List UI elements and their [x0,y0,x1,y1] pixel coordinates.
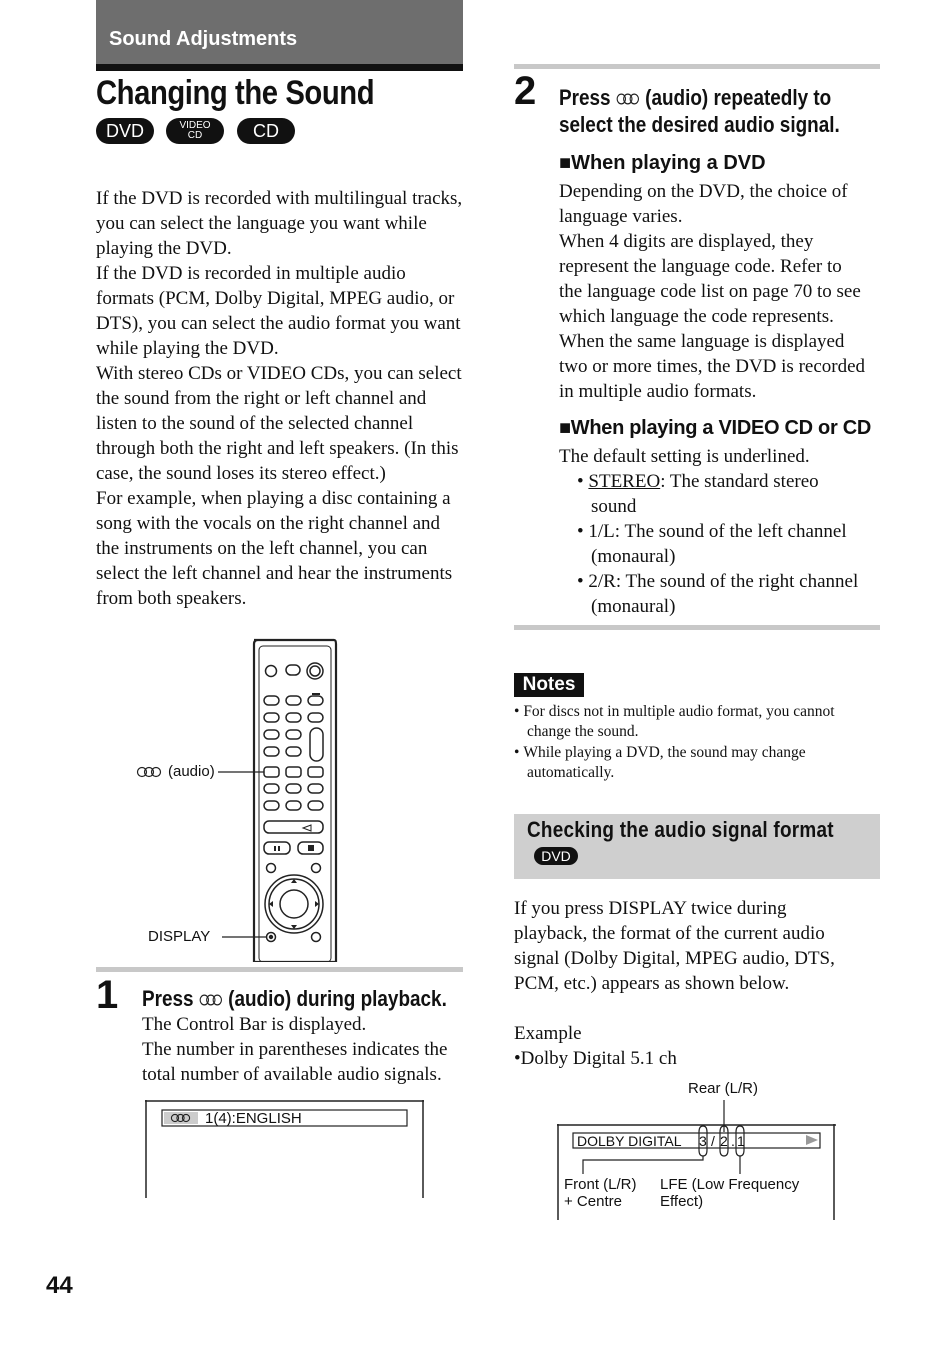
option-desc: : The standard stereo [660,471,819,492]
check-line: playback, the format of the current audio [514,923,825,944]
intro-paragraph: If the DVD is recorded in multiple audio formats (PCM, Dolby Digital, MPEG audio, or DTS), you can select the audio format you want while playing the DVD. [96,263,461,359]
step2-heading-line2: select the desired audio signal. [559,112,840,137]
page-title: Changing the Sound [96,74,375,112]
lfe-line: Effect) [660,1193,704,1210]
check-line: If you press DISPLAY twice during [514,898,787,919]
example-item: •Dolby Digital 5.1 ch [514,1048,677,1069]
dvd-line: in multiple audio formats. [559,381,757,402]
dvd-line: language varies. [559,206,683,227]
dvd-line: which language the code represents. [559,306,834,327]
option-cont: (monaural) [591,546,676,567]
option-key: 2/R [588,571,616,592]
step1-line: The Control Bar is displayed. [142,1014,367,1035]
step1-rule [96,967,463,972]
vcd-intro: The default setting is underlined. [559,446,810,467]
step2-heading-pre: Press [559,85,611,110]
step1-heading-post: (audio) during playback. [228,986,447,1011]
remote-control-illustration [130,636,370,962]
step1-heading [142,985,447,1012]
list-item: • 1/L: The sound of the left channel [577,521,847,542]
audio-icon [199,993,223,1007]
dvd-line: two or more times, the DVD is recorded [559,356,866,377]
dvd-line: Depending on the DVD, the choice of [559,181,848,202]
notes-badge: Notes [514,673,584,697]
section-label: Sound Adjustments [109,28,298,50]
check-section-title: Checking the audio signal format [527,817,834,842]
option-key: 1/L [588,521,615,542]
step1-line: The number in parentheses indicates the total number of available audio signals. [142,1039,448,1085]
diagram-dot: . [731,1133,735,1149]
intro-paragraph: If the DVD is recorded with multilingual tracks, you can select the language you want while playing the DVD. [96,188,463,259]
diagram-bar-text: DOLBY DIGITAL [577,1133,682,1149]
step2-number: 2 [514,69,537,113]
dvd-text [559,179,889,404]
note-line: change the sound. [527,723,639,740]
example-item-text: Dolby Digital 5.1 ch [520,1048,677,1069]
audio-icon [136,766,162,778]
note-item: • While playing a DVD, the sound may change automatically. [514,744,806,781]
lfe-label [660,1176,799,1210]
step1-text [142,1012,466,1087]
lfe-line: LFE (Low Frequency [660,1176,800,1193]
dvd-line: When the same language is displayed [559,331,845,352]
vcd-subheading: ■When playing a VIDEO CD or CD [559,417,871,439]
intro-paragraph: With stereo CDs or VIDEO CDs, you can select the sound from the right or left channel and listen to the sound of the selected channel through both the right and left speakers. (In this case, the sound loses its stereo effect.) [96,363,462,484]
note-line: automatically. [527,764,615,781]
diagram-digit: 3 [699,1133,707,1149]
intro-paragraph: For example, when playing a disc containing a song with the vocals on the right channel and the instruments on the left channel, you can select the left channel and hear the instruments from both speakers. [96,488,453,609]
step1-heading-pre: Press [142,986,194,1011]
cd-badge: CD [237,118,295,144]
diagram-digit: 1 [737,1133,745,1149]
dvd-badge: DVD [96,118,154,144]
list-item: • 2/R: The sound of the right channel [577,571,859,592]
option-desc: : The sound of the left channel [614,521,847,542]
option-key: STEREO [588,471,661,492]
front-line: Front (L/R) [564,1176,637,1193]
note-line: While playing a DVD, the sound may change [523,744,806,761]
check-line: PCM, etc.) appears as shown below. [514,973,790,994]
remote-display-label: DISPLAY [148,928,211,945]
section-tab-rule [96,64,463,71]
front-line: + Centre [564,1193,622,1210]
note-line: For discs not in multiple audio format, you cannot [523,703,835,720]
option-desc: : The sound of the right channel [615,571,859,592]
rear-label: Rear (L/R) [688,1080,759,1097]
option-cont: sound [591,496,637,517]
page-number: 44 [46,1272,73,1299]
check-text [514,896,880,996]
step2-heading [559,84,840,138]
video-cd-badge-bottom: CD [187,130,203,141]
audio-icon [616,92,640,106]
list-item: • STEREO: The standard stereo [577,471,819,492]
step2-heading-post: (audio) repeatedly to [645,85,832,110]
dvd-line: the language code list on page 70 to see [559,281,861,302]
step2-bottom-rule [514,625,880,630]
check-line: signal (Dolby Digital, MPEG audio, DTS, [514,948,835,969]
video-cd-badge-top: VIDEO [179,120,211,131]
step2-rule [514,64,880,69]
intro-text [96,186,466,611]
video-cd-badge [166,118,224,144]
remote-audio-label: (audio) [168,763,215,780]
diagram-digit: 2 [720,1133,728,1149]
note-item: • For discs not in multiple audio format, you cannot change the sound. [514,703,835,740]
diagram-slash: / [711,1133,715,1149]
step1-number: 1 [96,973,119,1017]
option-cont: (monaural) [591,596,676,617]
example-label: Example [514,1023,582,1044]
control-bar-text: 1(4):ENGLISH [205,1110,302,1127]
dvd-line: represent the language code. Refer to [559,256,842,277]
audio-options-list [577,469,887,619]
front-label [564,1176,637,1210]
dvd-line: When 4 digits are displayed, they [559,231,814,252]
dvd-badge: DVD [534,847,578,865]
dvd-subheading: ■When playing a DVD [559,152,766,174]
